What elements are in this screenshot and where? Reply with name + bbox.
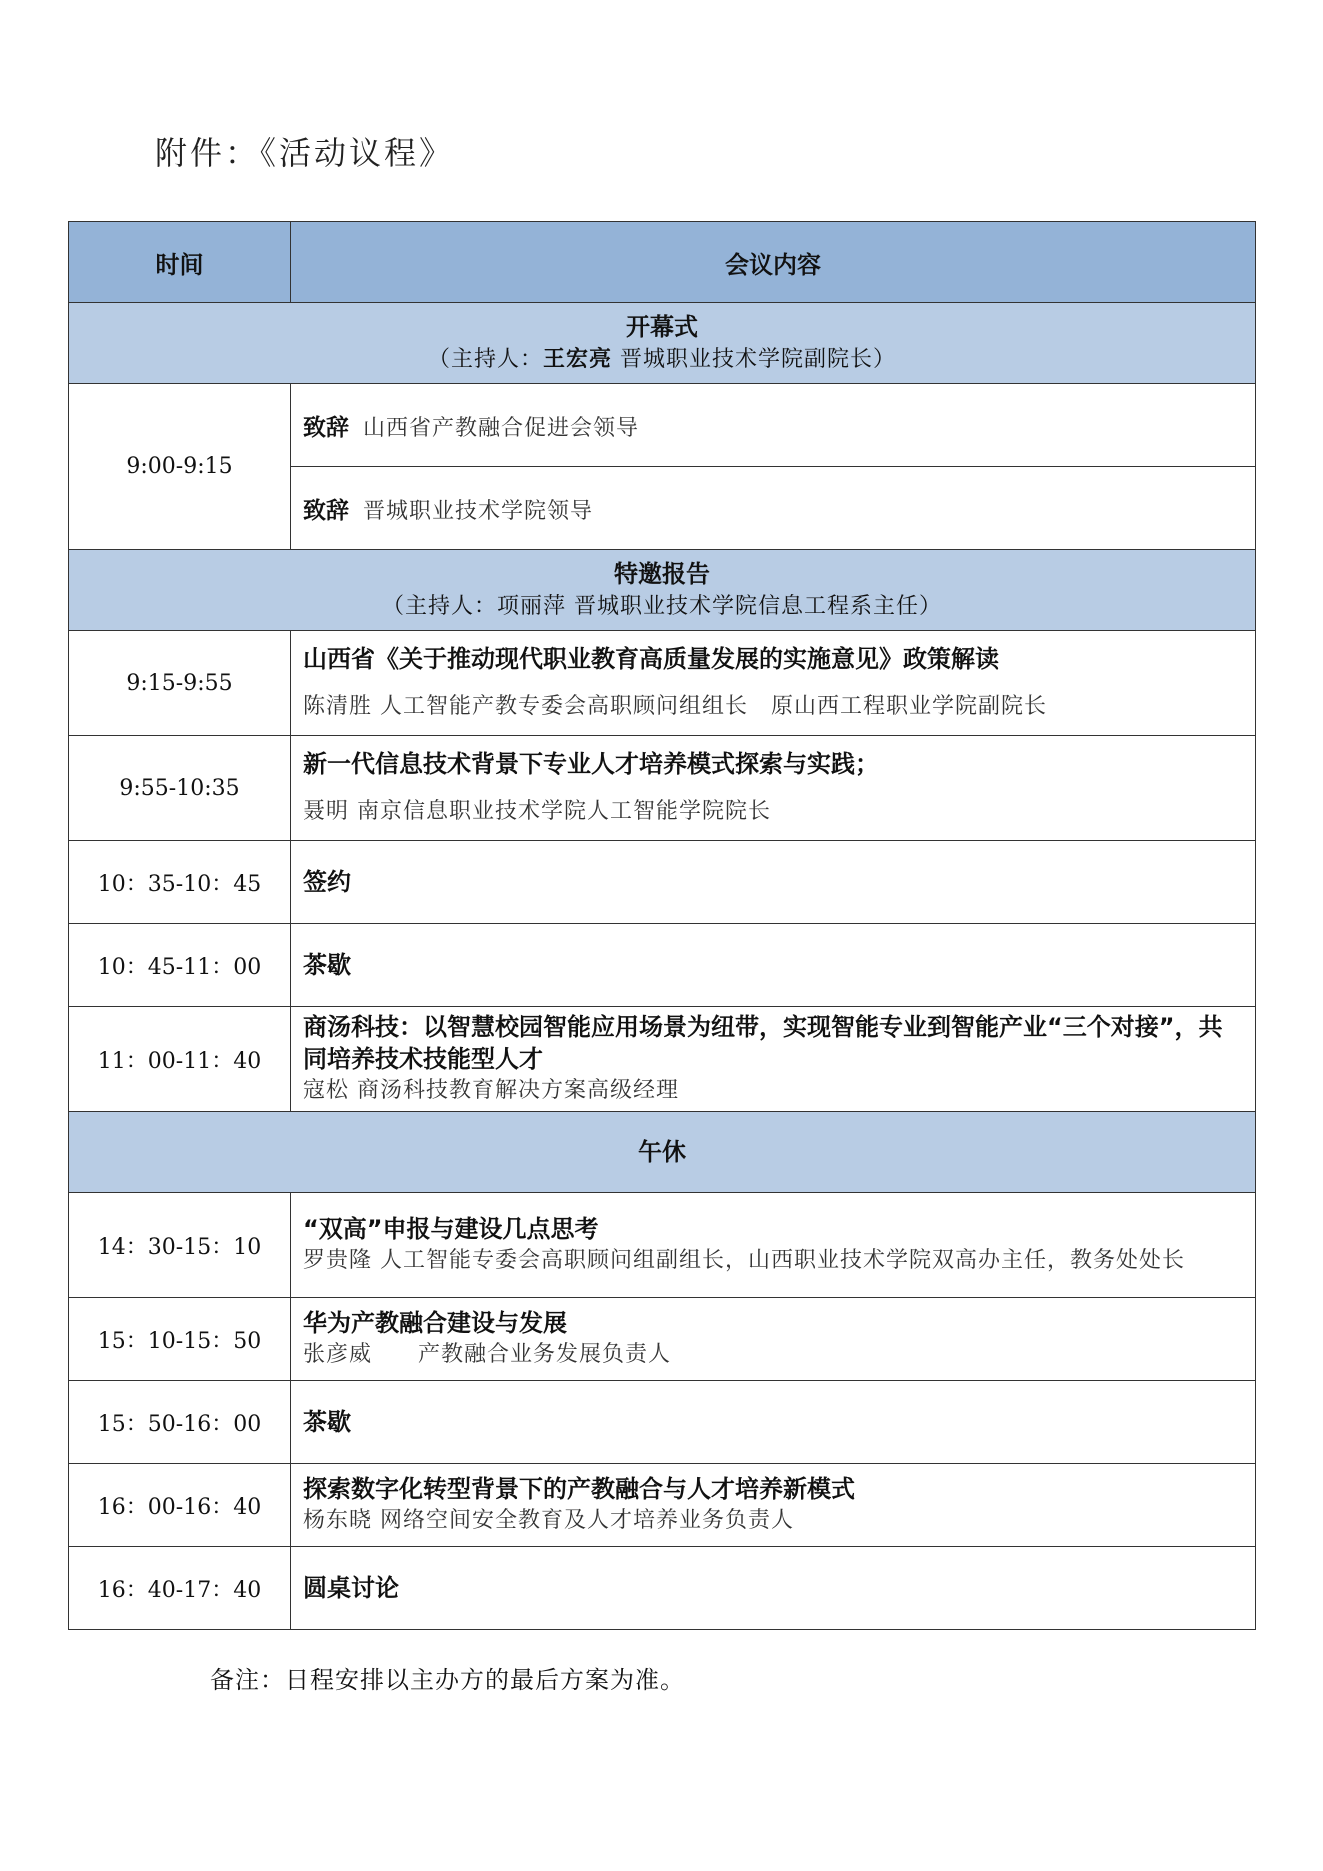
speaker: 张彦威 产教融合业务发展负责人 — [303, 1342, 672, 1367]
talk-title: 商汤科技：以智慧校园智能应用场景为纽带，实现智能专业到智能产业“三个对接”，共同培养技术技能型人才 — [303, 1013, 1223, 1073]
table-row — [69, 1464, 1256, 1547]
time-cell: 10：35-10：45 — [69, 841, 291, 924]
time-cell: 15：10-15：50 — [69, 1298, 291, 1381]
speaker: 寇松 商汤科技教育解决方案高级经理 — [303, 1078, 679, 1103]
content-cell — [291, 1298, 1256, 1381]
content-cell — [291, 467, 1256, 550]
host-role: 晋城职业技术学院副院长） — [612, 347, 897, 372]
section-row-lunch — [69, 1112, 1256, 1193]
section-title: 开幕式 — [626, 313, 698, 341]
content-cell — [291, 841, 1256, 924]
item-text: 晋城职业技术学院领导 — [363, 498, 594, 524]
page-heading: 附件：《活动议程》 — [155, 134, 455, 172]
table-row — [69, 924, 1256, 1007]
time-cell: 10：45-11：00 — [69, 924, 291, 1007]
item-label: 致辞 — [303, 414, 349, 441]
host-name: 王宏亮 — [543, 347, 613, 372]
table-row — [69, 1298, 1256, 1381]
table-row — [69, 1547, 1256, 1630]
time-cell: 16：00-16：40 — [69, 1464, 291, 1547]
header-content: 会议内容 — [291, 222, 1256, 303]
section-lunch — [69, 1112, 1256, 1193]
header-time: 时间 — [69, 222, 291, 303]
section-opening — [69, 303, 1256, 384]
speaker: 杨东晓 网络空间安全教育及人才培养业务负责人 — [303, 1508, 794, 1533]
item-text: 山西省产教融合促进会领导 — [363, 415, 640, 441]
table-row — [69, 1193, 1256, 1298]
table-row — [69, 1381, 1256, 1464]
time-cell: 9:55-10:35 — [69, 736, 291, 841]
agenda-table — [68, 221, 1256, 1630]
content-cell — [291, 384, 1256, 467]
speaker: 聂明 南京信息职业技术学院人工智能学院院长 — [303, 799, 771, 824]
table-row — [69, 736, 1256, 841]
talk-title: 签约 — [303, 868, 351, 896]
host-prefix: （主持人： — [427, 347, 543, 372]
footnote: 备注：日程安排以主办方的最后方案为准。 — [210, 1666, 685, 1694]
section-title: 午休 — [638, 1138, 686, 1166]
table-row — [69, 841, 1256, 924]
section-row-opening — [69, 303, 1256, 384]
talk-title: 新一代信息技术背景下专业人才培养模式探索与实践； — [303, 750, 879, 778]
content-cell — [291, 631, 1256, 736]
time-cell: 15：50-16：00 — [69, 1381, 291, 1464]
section-invited — [69, 550, 1256, 631]
talk-title: 茶歇 — [303, 1408, 351, 1436]
talk-title: “双高”申报与建设几点思考 — [303, 1215, 599, 1243]
content-cell — [291, 736, 1256, 841]
table-row — [69, 1007, 1256, 1112]
content-cell — [291, 1193, 1256, 1298]
talk-title: 华为产教融合建设与发展 — [303, 1309, 567, 1337]
speaker: 罗贵隆 人工智能专委会高职顾问组副组长，山西职业技术学院双高办主任，教务处处长 — [303, 1248, 1185, 1273]
section-row-invited — [69, 550, 1256, 631]
talk-title: 圆桌讨论 — [303, 1574, 399, 1602]
time-cell: 16：40-17：40 — [69, 1547, 291, 1630]
section-host — [81, 344, 1243, 376]
content-cell — [291, 1381, 1256, 1464]
content-cell — [291, 924, 1256, 1007]
table-header-row — [69, 222, 1256, 303]
time-cell: 14：30-15：10 — [69, 1193, 291, 1298]
time-cell: 9:00-9:15 — [69, 384, 291, 550]
time-cell: 9:15-9:55 — [69, 631, 291, 736]
section-title: 特邀报告 — [614, 560, 710, 588]
talk-title: 山西省《关于推动现代职业教育高质量发展的实施意见》政策解读 — [303, 645, 999, 673]
talk-title: 探索数字化转型背景下的产教融合与人才培养新模式 — [303, 1475, 855, 1503]
talk-title: 茶歇 — [303, 951, 351, 979]
content-cell — [291, 1547, 1256, 1630]
table-row — [69, 631, 1256, 736]
content-cell — [291, 1464, 1256, 1547]
section-host: （主持人：项丽萍 晋城职业技术学院信息工程系主任） — [382, 594, 942, 619]
table-row — [69, 384, 1256, 467]
item-label: 致辞 — [303, 497, 349, 524]
content-cell — [291, 1007, 1256, 1112]
speaker: 陈清胜 人工智能产教专委会高职顾问组组长 原山西工程职业学院副院长 — [303, 694, 1047, 719]
time-cell: 11：00-11：40 — [69, 1007, 291, 1112]
